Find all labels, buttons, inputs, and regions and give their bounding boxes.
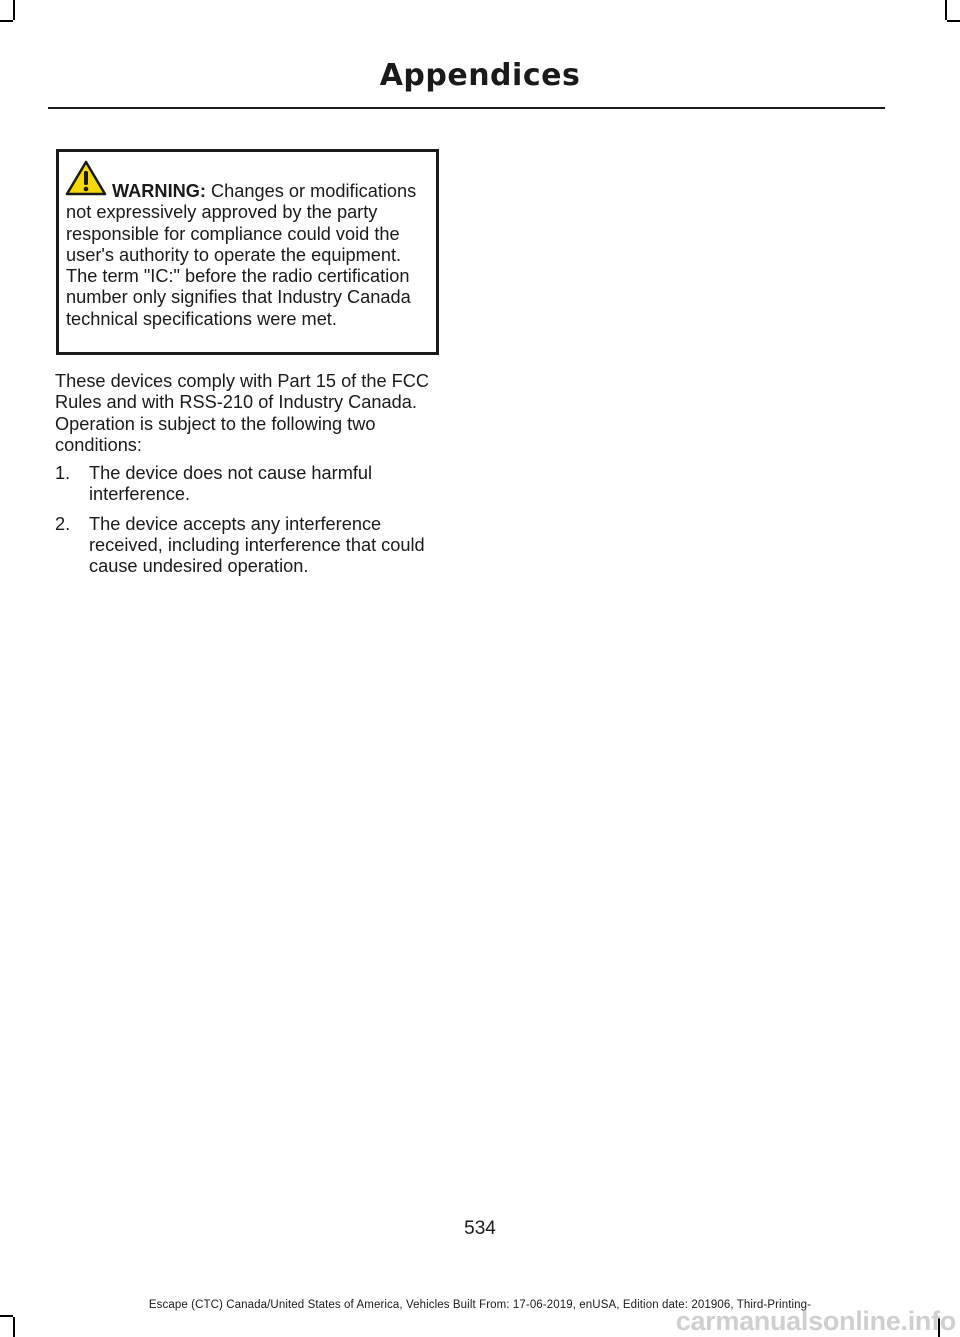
list-item xyxy=(55,514,440,578)
list-item-number: 2. xyxy=(55,513,71,534)
warning-body: Changes or modifications not expressively approved by the party responsible for compliance could void the user's authority to operate the equipment. The term "IC:" before the radio certification number only signifies that Industry Canada technical specifications were met. xyxy=(66,181,417,329)
conditions-list xyxy=(55,463,440,585)
page-number: 534 xyxy=(464,1218,496,1239)
crop-mark xyxy=(945,0,947,20)
warning-label: WARNING: xyxy=(112,181,206,201)
footer-text: Escape (CTC) Canada/United States of America, Vehicles Built From: 17-06-2019, enUSA, Edition date: 201906, Third-Printing- xyxy=(148,1299,812,1311)
crop-mark xyxy=(0,1315,13,1317)
warning-text xyxy=(66,181,430,330)
crop-mark xyxy=(13,0,15,20)
crop-mark xyxy=(947,20,960,22)
crop-mark xyxy=(0,20,13,22)
list-item xyxy=(55,463,440,506)
warning-triangle-icon xyxy=(65,160,107,196)
header-divider xyxy=(48,107,885,109)
body-paragraph: These devices comply with Part 15 of the FCC Rules and with RSS-210 of Industry Canada. Operation is subject to the following two conditions: xyxy=(55,371,430,455)
page-title: Appendices xyxy=(379,58,581,93)
list-item-text: The device does not cause harmful interference. xyxy=(89,463,373,505)
crop-mark xyxy=(13,1317,15,1337)
list-item-number: 1. xyxy=(55,463,71,483)
watermark: carmanualsonline.info xyxy=(675,1306,956,1336)
list-item-text: The device accepts any interference received, including interference that could cause undesired operation. xyxy=(89,513,425,577)
warning-box xyxy=(56,149,439,355)
